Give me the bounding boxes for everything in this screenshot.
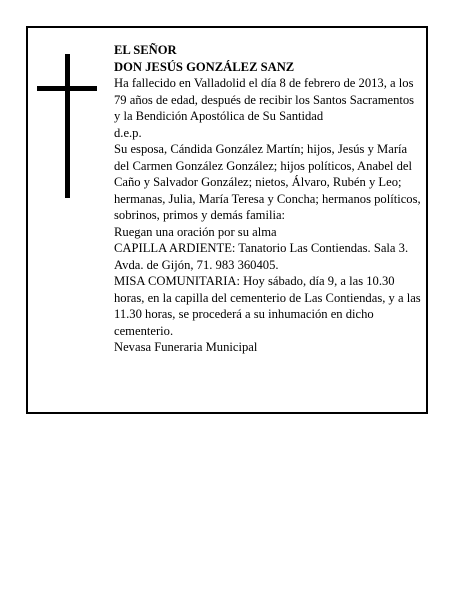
notice-title: EL SEÑOR	[114, 43, 177, 57]
cross-vertical-bar	[65, 54, 70, 198]
rest-in-peace: d.e.p.	[114, 125, 142, 140]
funeral-home: Nevasa Funeraria Municipal	[114, 340, 258, 354]
death-announcement: Ha fallecido en Valladolid el día 8 de febrero de 2013, a los 79 años de edad, después de recibir los Santos Sacramentos y la Bendición Apostólica de Su Santidad	[114, 76, 415, 123]
obituary-notice	[26, 26, 428, 414]
notice-body	[114, 42, 422, 356]
mass-details: MISA COMUNITARIA: Hoy sábado, día 9, a las 10.30 horas, en la capilla del cementerio de Las Contiendas, y a las 11.30 horas, se procederá a su inhumación en dicho cementerio.	[114, 274, 421, 338]
family-list: Su esposa, Cándida González Martín; hijos, Jesús y María del Carmen González González; hijos políticos, Anabel del Caño y Salvador González; nietos, Álvaro, Rubén y Leo; hermanas, Julia, María Teresa y Concha; hermanos políticos, sobrinos, primos y demás familia:	[114, 142, 421, 222]
prayer-request: Ruegan una oración por su alma	[114, 224, 277, 239]
cross-horizontal-bar	[37, 86, 97, 91]
wake-location: CAPILLA ARDIENTE: Tanatorio Las Contiendas. Sala 3. Avda. de Gijón, 71. 983 360405.	[114, 241, 409, 272]
deceased-name: DON JESÚS GONZÁLEZ SANZ	[114, 59, 295, 74]
cross-icon	[37, 54, 97, 198]
